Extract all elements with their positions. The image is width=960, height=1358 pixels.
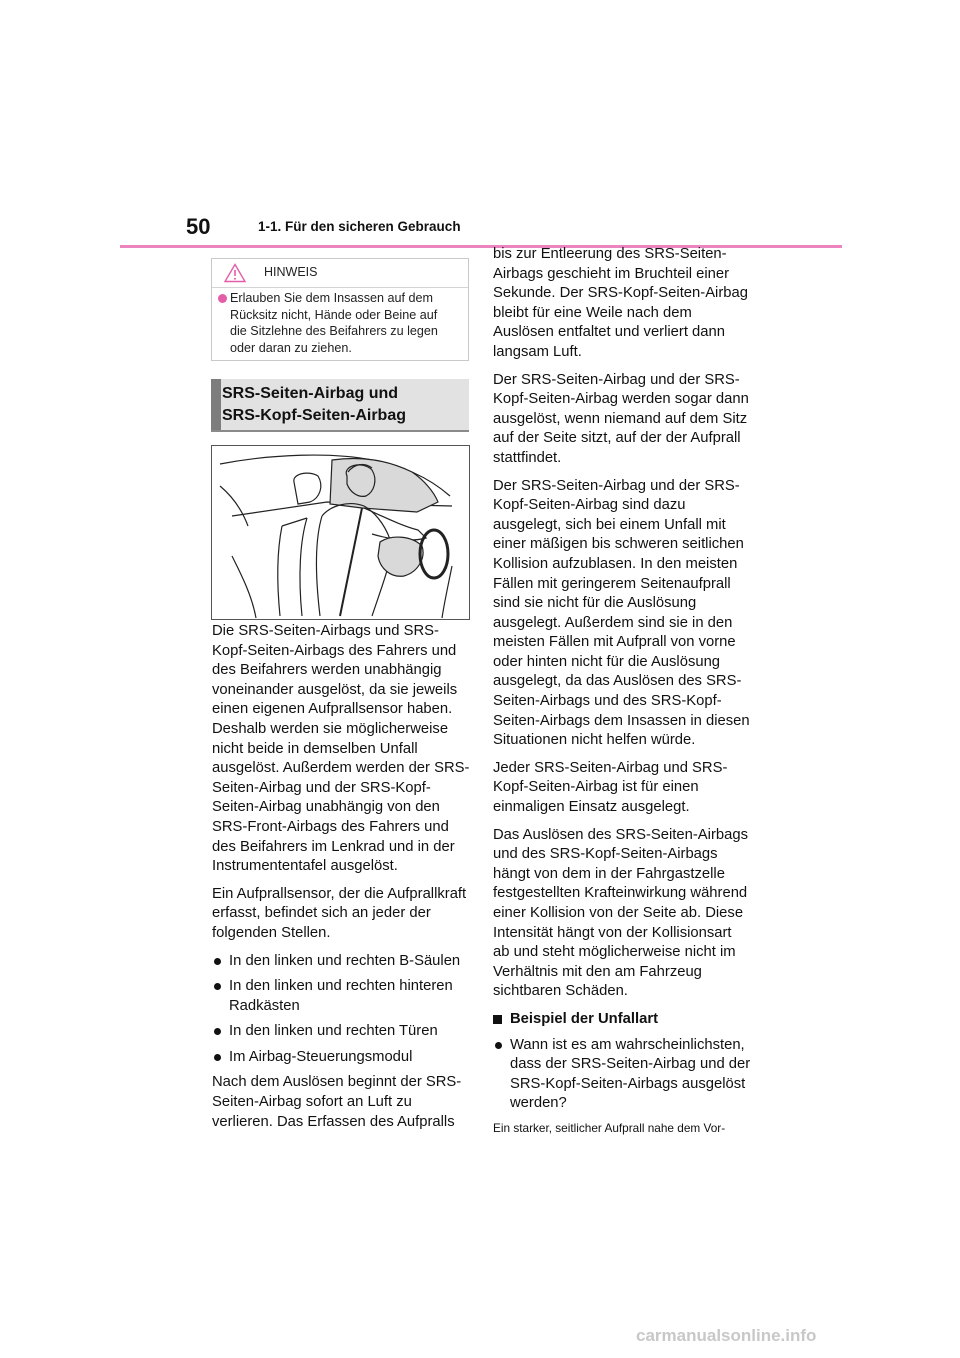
bullet-dot-icon — [214, 1028, 221, 1035]
page-number: 50 — [186, 214, 211, 239]
list-item — [212, 1048, 470, 1068]
watermark: carmanualsonline.info — [636, 1326, 817, 1345]
list-item-text: In den linken und rechten B-Säulen — [229, 952, 461, 969]
subsection-heading — [211, 379, 469, 432]
example-heading-text: Beispiel der Unfallart — [510, 1010, 659, 1027]
right-column — [493, 245, 751, 1144]
note-bullet-icon — [218, 294, 227, 303]
list-item-text: In den linken und rechten hinteren Radkästen — [229, 978, 453, 1014]
subsection-title-line2: SRS-Kopf-Seiten-Airbag — [222, 406, 406, 424]
list-item — [212, 977, 470, 1016]
note-text: Erlauben Sie dem Insassen auf dem Rücksitz nicht, Hände oder Beine auf die Sitzlehne des Beifahrers zu legen oder daran zu ziehen. — [230, 291, 438, 355]
bullet-dot-icon — [214, 1054, 221, 1061]
list-item — [212, 952, 470, 972]
section-header: 1-1. Für den sicheren Gebrauch — [258, 219, 461, 234]
right-paragraph-2: Der SRS-Seiten-Airbag und der SRS-Kopf-Seiten-Airbag werden sogar dann ausgelöst, wenn niemand auf dem Sitz auf der Seite sitzt, auf der der Aufprall stattfindet. — [493, 371, 749, 466]
note-box — [211, 258, 469, 361]
list-item — [493, 1036, 751, 1114]
bullet-dot-icon — [214, 983, 221, 990]
example-heading — [493, 1010, 751, 1030]
warning-triangle-icon — [224, 263, 246, 283]
square-bullet-icon — [493, 1015, 502, 1024]
note-separator — [212, 287, 468, 288]
right-paragraph-3: Der SRS-Seiten-Airbag und der SRS-Kopf-Seiten-Airbag sind dazu ausgelegt, sich bei einem Unfall mit einer mäßigen bis schweren seitlichen Kollision aufzublasen. In den meisten Fällen mit geringerem Seitenaufprall sind sie nicht für die Auslösung ausgelegt. Außerdem sind sie in den meisten Fällen mit Aufprall von vorne oder hinten nicht für die Auslösung ausgelegt, da das Auslösen des SRS-Seiten-Airbags und des SRS-Kopf-Seiten-Airbags dem Insassen in diesen Situationen nicht helfen würde. — [493, 477, 750, 749]
left-column — [212, 622, 470, 1140]
right-paragraph-5: Das Auslösen des SRS-Seiten-Airbags und des SRS-Kopf-Seiten-Airbags hängt von dem in der Fahrgastzelle festgestellten Krafteinwirkung während einer Kollision von der Seite ab. Diese Intensität hängt von der Kollisionsart ab und steht möglicherweise nicht im Verhältnis mit den am Fahrzeug sichtbaren Schäden. — [493, 826, 748, 1000]
left-paragraph-1: Die SRS-Seiten-Airbags und SRS-Kopf-Seiten-Airbags des Fahrers und des Beifahrers werden unabhängig voneinander ausgelöst, da sie jeweils einen eigenen Aufprallsensor haben. Deshalb werden sie möglicherweise nicht beide in demselben Unfall ausgelöst. Außerdem werden der SRS-Seiten-Airbag und der SRS-Kopf-Seiten-Airbag unabhängig von den SRS-Front-Airbags des Fahrers und des Beifahrers im Lenkrad und in der Instrumententafel ausgelöst. — [212, 623, 470, 875]
airbag-illustration — [211, 445, 470, 620]
left-paragraph-3: Nach dem Auslösen beginnt der SRS-Seiten-Airbag sofort an Luft zu verlieren. Das Erfassen des Aufpralls — [212, 1074, 462, 1130]
left-paragraph-2: Ein Aufprallsensor, der die Aufprallkraft erfasst, befindet sich an jeder der folgenden Stellen. — [212, 885, 467, 941]
bullet-dot-icon — [495, 1042, 502, 1049]
right-paragraph-1: bis zur Entleerung des SRS-Seiten-Airbags geschieht im Bruchteil einer Sekunde. Der SRS-Kopf-Seiten-Airbag bleibt für eine Weile nach dem Auslösen entfaltet und verliert dann langsam Luft. — [493, 246, 748, 360]
list-item-text: In den linken und rechten Türen — [229, 1023, 438, 1040]
list-item — [212, 1022, 470, 1042]
bullet-dot-icon — [214, 958, 221, 965]
subsection-bar — [211, 379, 221, 430]
list-item-text: Im Airbag-Steuerungsmodul — [229, 1048, 413, 1065]
right-paragraph-4: Jeder SRS-Seiten-Airbag und SRS-Kopf-Seiten-Airbag ist für einen einmaligen Einsatz ausgelegt. — [493, 759, 728, 816]
subsection-title-line1: SRS-Seiten-Airbag und — [222, 385, 399, 402]
note-title: HINWEIS — [264, 265, 318, 279]
small-text: Ein starker, seitlicher Aufprall nahe dem Vor- — [493, 1120, 726, 1135]
airbag-illustration-drawing — [212, 446, 469, 619]
subsection-title — [222, 383, 462, 426]
list-item-text: Wann ist es am wahrscheinlichsten, dass der SRS-Seiten-Airbag und der SRS-Kopf-Seiten-Airbags ausgelöst werden? — [510, 1036, 751, 1112]
